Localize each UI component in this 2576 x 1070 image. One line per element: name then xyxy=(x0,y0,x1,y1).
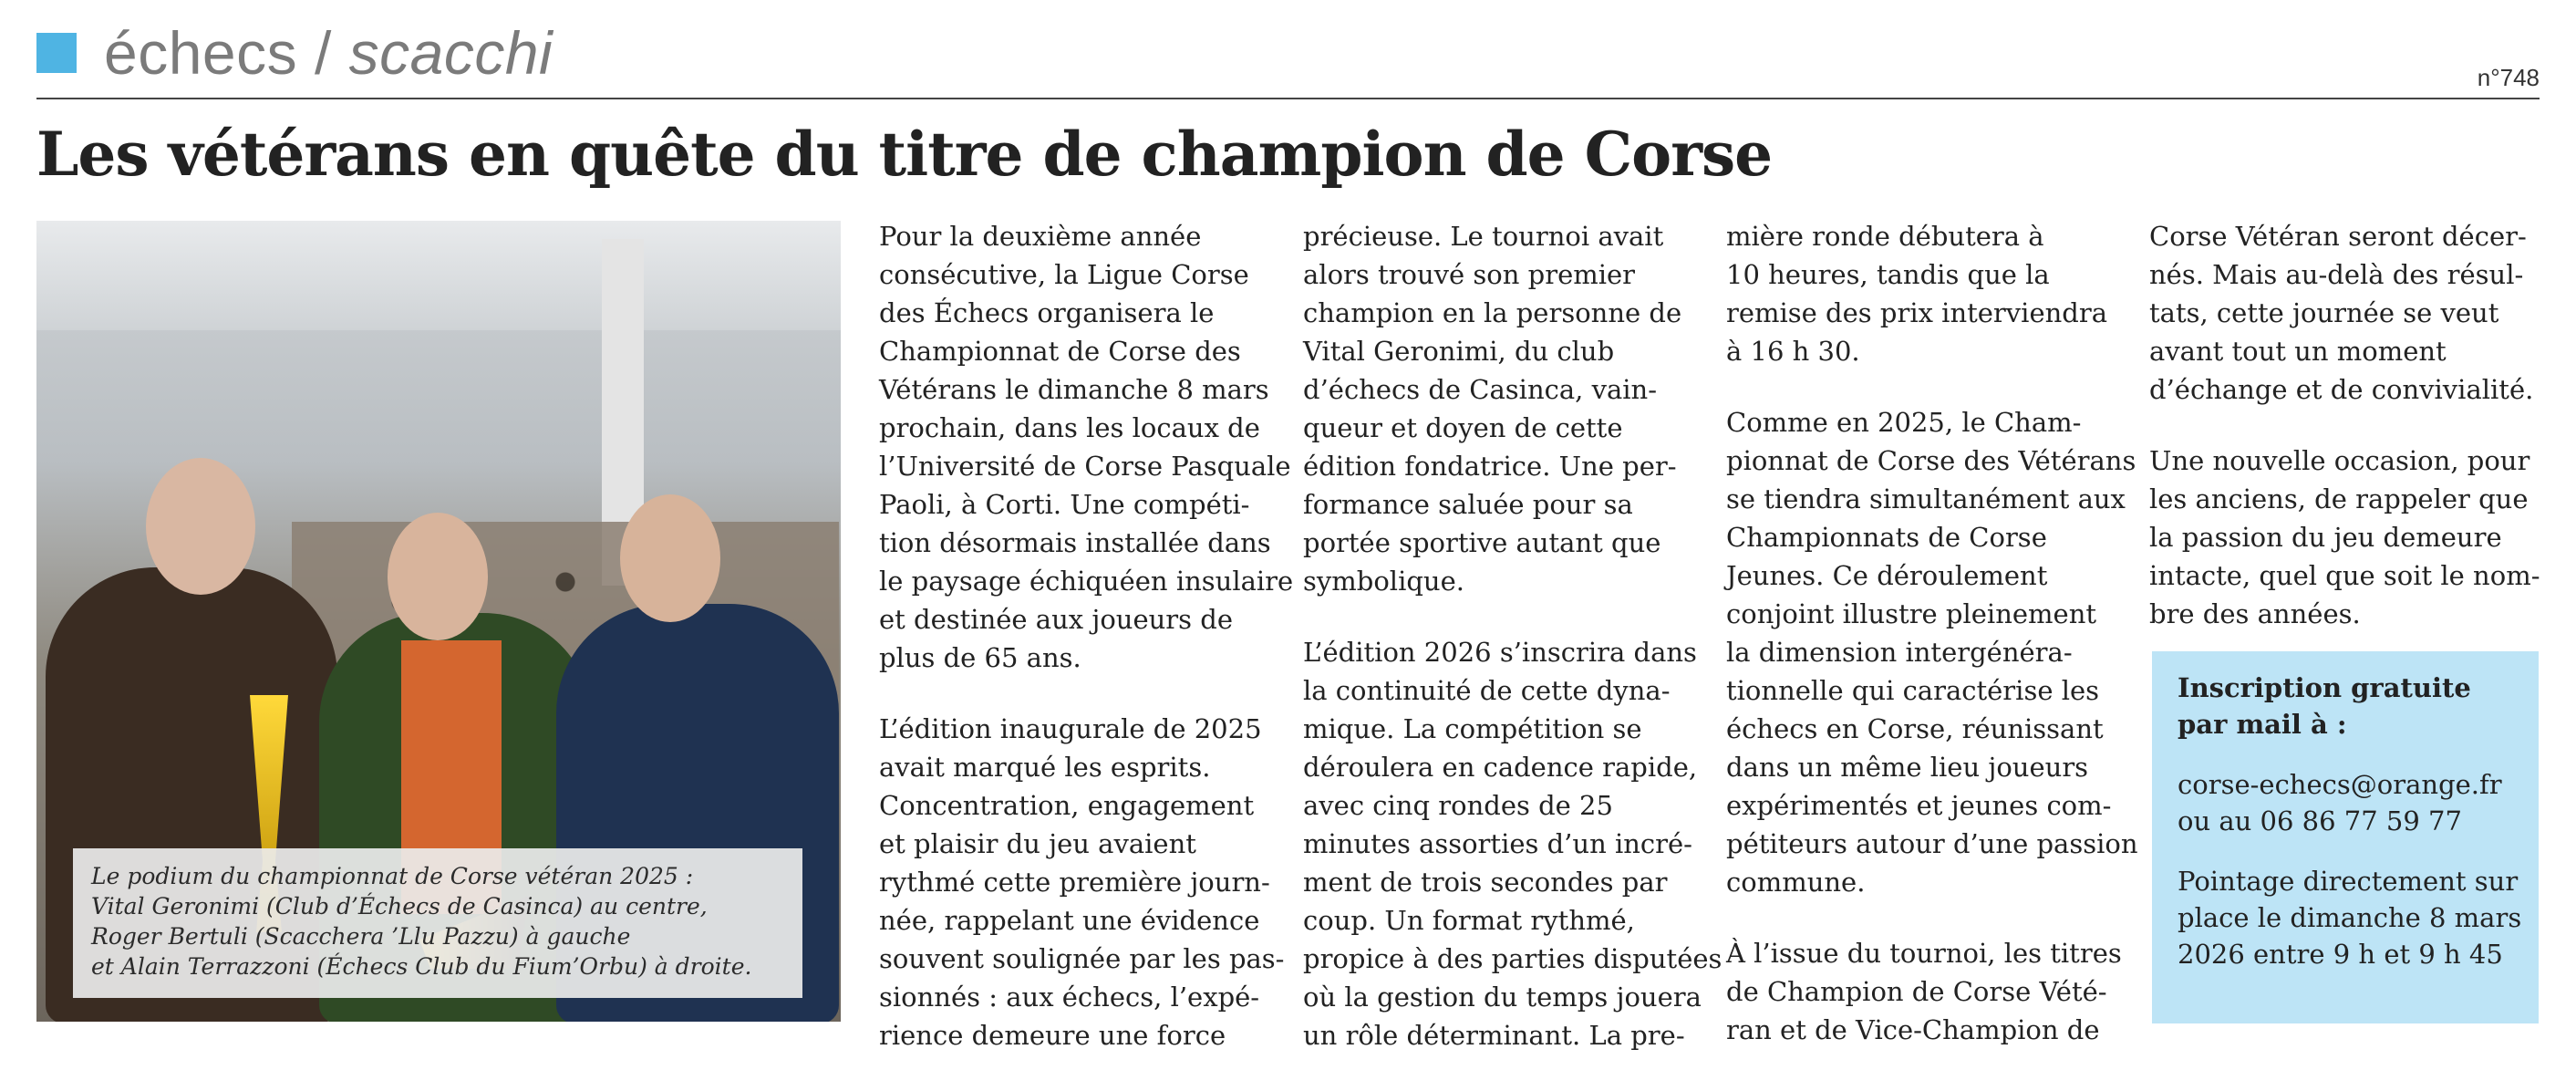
article-text-line: prochain, dans les locaux de xyxy=(879,412,1260,443)
article-column-4 xyxy=(2149,217,2540,633)
article-text-line: échecs en Corse, réunissant xyxy=(1726,713,2104,744)
article-text-line: À l’issue du tournoi, les titres xyxy=(1726,938,2122,969)
article-text-line: dans un même lieu joueurs xyxy=(1726,752,2089,783)
article-text-line: mique. La compétition se xyxy=(1303,713,1642,744)
article-text-line: consécutive, la Ligue Corse xyxy=(879,259,1249,290)
article-text-line: commune. xyxy=(1726,867,1866,898)
article-text-line: conjoint illustre pleinement xyxy=(1726,598,2097,629)
article-text-line: Championnat de Corse des xyxy=(879,336,1241,367)
article-text-line: formance saluée pour sa xyxy=(1303,489,1633,520)
photo-caption xyxy=(73,848,802,998)
article-text-line: propice à des parties disputées xyxy=(1303,943,1723,974)
header-rule xyxy=(36,98,2540,99)
article-text-line: expérimentés et jeunes com- xyxy=(1726,790,2112,821)
article-text-line: remise des prix interviendra xyxy=(1726,297,2108,328)
contact-email[interactable]: corse-echecs@orange.fr xyxy=(2178,769,2502,800)
article-text-line: tion désormais installée dans xyxy=(879,527,1271,558)
article-text-line: L’édition inaugurale de 2025 xyxy=(879,713,1262,744)
article-text-line: l’Université de Corse Pasquale xyxy=(879,451,1291,482)
registration-info-box xyxy=(2152,651,2539,1023)
schedule-line: Pointage directement sur xyxy=(2178,866,2519,897)
article-text-line: et plaisir du jeu avaient xyxy=(879,828,1196,859)
section-title-italic: scacchi xyxy=(348,19,553,87)
caption-line: et Alain Terrazzoni (Échecs Club du Fium’Orbu) à droite. xyxy=(91,953,752,980)
article-text-line: avant tout un moment xyxy=(2149,336,2447,367)
article-text-line: portée sportive autant que xyxy=(1303,527,1661,558)
article-text-line: édition fondatrice. Une per- xyxy=(1303,451,1677,482)
photo-person-left-head xyxy=(146,458,255,595)
article-text-line: précieuse. Le tournoi avait xyxy=(1303,221,1664,252)
schedule-line: place le dimanche 8 mars xyxy=(2178,902,2522,933)
article-text-line: ment de trois secondes par xyxy=(1303,867,1668,898)
article-text-line: tionnelle qui caractérise les xyxy=(1726,675,2100,706)
contact-phone[interactable]: ou au 06 86 77 59 77 xyxy=(2178,805,2462,836)
article-headline: Les vétérans en quête du titre de champion de Corse xyxy=(36,119,1773,190)
article-text-line: Concentration, engagement xyxy=(879,790,1255,821)
article-text-line: Comme en 2025, le Cham- xyxy=(1726,407,2082,438)
article-text-line: intacte, quel que soit le nom- xyxy=(2149,560,2540,591)
schedule-line: 2026 entre 9 h et 9 h 45 xyxy=(2178,939,2503,970)
article-text-line: queur et doyen de cette xyxy=(1303,412,1623,443)
article-text-line: de Champion de Corse Vété- xyxy=(1726,976,2107,1007)
article-text-line: un rôle déterminant. La pre- xyxy=(1303,1020,1685,1051)
section-color-square xyxy=(36,33,77,73)
article-text-line: les anciens, de rappeler que xyxy=(2149,483,2529,514)
article-text-line: la dimension intergénéra- xyxy=(1726,637,2073,668)
article-text-line: à 16 h 30. xyxy=(1726,336,1860,367)
article-text-line: la passion du jeu demeure xyxy=(2149,522,2502,553)
article-text-line: rience demeure une force xyxy=(879,1020,1226,1051)
article-text-line: pionnat de Corse des Vétérans xyxy=(1726,445,2136,476)
article-text-line: se tiendra simultanément aux xyxy=(1726,483,2126,514)
article-text-line: d’échecs de Casinca, vain- xyxy=(1303,374,1658,405)
article-text-line: Corse Vétéran seront décer- xyxy=(2149,221,2527,252)
section-title-plain: échecs / xyxy=(104,19,349,87)
article-text-line: Une nouvelle occasion, pour xyxy=(2149,445,2530,476)
issue-number: n°748 xyxy=(2477,64,2540,91)
info-title-line: par mail à : xyxy=(2178,709,2347,740)
article-text-line: née, rappelant une évidence xyxy=(879,905,1260,936)
article-text-line: le paysage échiquéen insulaire xyxy=(879,566,1294,597)
article-text-line: la continuité de cette dyna- xyxy=(1303,675,1671,706)
article-column-3 xyxy=(1726,217,2138,1049)
caption-line: Le podium du championnat de Corse vétéran 2025 : xyxy=(91,863,694,889)
article-text-line: avec cinq rondes de 25 xyxy=(1303,790,1613,821)
article-text-line: Pour la deuxième année xyxy=(879,221,1202,252)
article-text-line: des Échecs organisera le xyxy=(879,297,1215,328)
article-text-line: sionnés : aux échecs, l’expé- xyxy=(879,982,1260,1013)
article-text-line: Vétérans le dimanche 8 mars xyxy=(879,374,1269,405)
article-text-line: d’échange et de convivialité. xyxy=(2149,374,2534,405)
article-column-2 xyxy=(1303,217,1723,1054)
article-text-line: avait marqué les esprits. xyxy=(879,752,1211,783)
article-text-line: ran et de Vice-Champion de xyxy=(1726,1014,2100,1045)
article-photo xyxy=(36,221,841,1022)
article-text-line: rythmé cette première journ- xyxy=(879,867,1270,898)
article-text-line: 10 heures, tandis que la xyxy=(1726,259,2050,290)
photo-person-center-head xyxy=(388,513,488,640)
section-header xyxy=(36,16,553,89)
article-text-line: mière ronde débutera à xyxy=(1726,221,2044,252)
article-text-line: et destinée aux joueurs de xyxy=(879,604,1233,635)
article-text-line: Paoli, à Corti. Une compéti- xyxy=(879,489,1250,520)
article-text-line: champion en la personne de xyxy=(1303,297,1682,328)
section-title xyxy=(104,18,553,88)
photo-ceiling xyxy=(36,221,841,330)
article-text-line: où la gestion du temps jouera xyxy=(1303,982,1702,1013)
article-text-line: L’édition 2026 s’inscrira dans xyxy=(1303,637,1697,668)
article-text-line: Jeunes. Ce déroulement xyxy=(1726,560,2048,591)
article-text-line: pétiteurs autour d’une passion xyxy=(1726,828,2138,859)
article-text-line: minutes assorties d’un incré- xyxy=(1303,828,1692,859)
caption-line: Vital Geronimi (Club d’Échecs de Casinca) au centre, xyxy=(91,893,708,919)
article-text-line: nés. Mais au-delà des résul- xyxy=(2149,259,2524,290)
article-text-line: tats, cette journée se veut xyxy=(2149,297,2499,328)
caption-line: Roger Bertuli (Scacchera ’Llu Pazzu) à gauche xyxy=(91,923,631,950)
article-text-line: plus de 65 ans. xyxy=(879,642,1081,673)
article-column-1 xyxy=(879,217,1294,1054)
article-text-line: Championnats de Corse xyxy=(1726,522,2047,553)
article-text-line: Vital Geronimi, du club xyxy=(1303,336,1615,367)
photo-person-right-head xyxy=(620,494,720,622)
article-text-line: symbolique. xyxy=(1303,566,1464,597)
article-text-line: bre des années. xyxy=(2149,598,2361,629)
info-title-line: Inscription gratuite xyxy=(2178,672,2471,703)
article-text-line: coup. Un format rythmé, xyxy=(1303,905,1635,936)
article-text-line: alors trouvé son premier xyxy=(1303,259,1636,290)
article-text-line: déroulera en cadence rapide, xyxy=(1303,752,1698,783)
article-text-line: souvent soulignée par les pas- xyxy=(879,943,1285,974)
